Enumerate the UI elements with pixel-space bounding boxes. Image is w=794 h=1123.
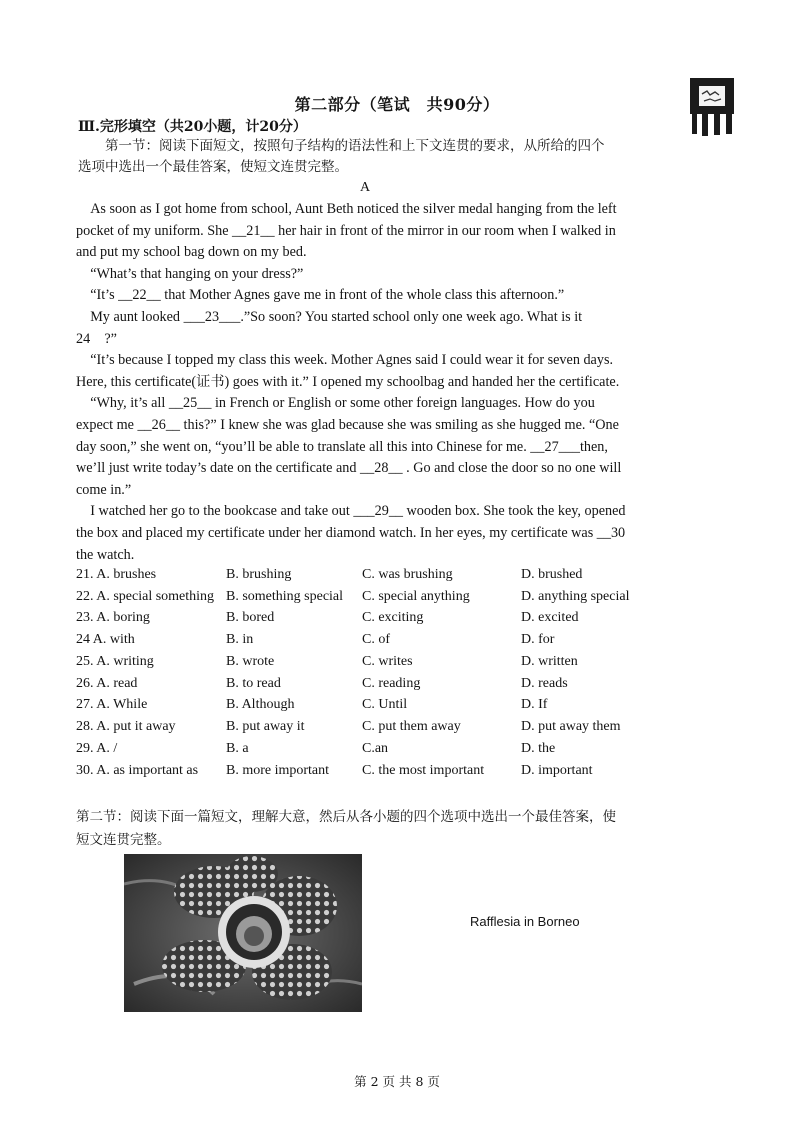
- option-row-25: [76, 654, 656, 676]
- instruction: [78, 136, 658, 178]
- option-a: 29. A. /: [76, 741, 118, 756]
- option-a: 25. A. writing: [76, 654, 154, 669]
- option-a: 21. A. brushes: [76, 567, 157, 582]
- option-c: C. writes: [362, 654, 413, 669]
- option-row-26: [76, 676, 656, 698]
- option-c: C. reading: [362, 676, 421, 691]
- option-a: 22. A. special something: [76, 589, 215, 604]
- option-d: D. important: [521, 763, 593, 778]
- option-d: D. put away them: [521, 719, 621, 734]
- option-d: D. the: [521, 741, 556, 756]
- option-d: D. written: [521, 654, 578, 669]
- page-footer: 第 2 页 共 8 页: [354, 1074, 440, 1089]
- option-a: 26. A. read: [76, 676, 138, 691]
- instruction-line: 短文连贯完整。: [76, 832, 171, 848]
- passage-line: pocket of my uniform. She __21__ her hair in front of the mirror in our room when I walked in: [76, 222, 616, 239]
- option-a: 28. A. put it away: [76, 719, 176, 734]
- passage-line: “Why, it’s all __25__ in French or English or some other foreign languages. How do you: [76, 395, 595, 412]
- passage-line: come in.”: [76, 481, 132, 498]
- option-b: B. something special: [226, 589, 344, 604]
- passage: [76, 199, 646, 566]
- option-b: B. in: [226, 632, 254, 647]
- option-b: B. wrote: [226, 654, 275, 669]
- option-c: C. of: [362, 632, 390, 647]
- option-row-21: [76, 567, 656, 589]
- passage-line: “It’s __22__ that Mother Agnes gave me in front of the whole class this afternoon.”: [76, 287, 565, 304]
- option-b: B. a: [226, 741, 249, 756]
- option-d: D. for: [521, 632, 555, 647]
- option-b: B. bored: [226, 610, 275, 625]
- option-c: C. the most important: [362, 763, 485, 778]
- option-row-29: [76, 741, 656, 763]
- option-row-27: [76, 697, 656, 719]
- option-row-22: [76, 589, 656, 611]
- instruction-line: 第二节：阅读下面一篇短文，理解大意，然后从各小题的四个选项中选出一个最佳答案，使: [76, 809, 616, 825]
- option-d: D. If: [521, 697, 548, 712]
- option-d: D. anything special: [521, 589, 630, 604]
- passage-line: the box and placed my certificate under her diamond watch. In her eyes, my certificate was __30: [76, 524, 626, 541]
- section-heading: Ⅲ.完形填空（共20小题，计20分）: [78, 119, 307, 135]
- passage-line: My aunt looked ___23___.”So soon? You started school only one week ago. What is it: [76, 308, 583, 325]
- instruction-line: 第一节：阅读下面短文，按照句子结构的语法性和上下文连贯的要求，从所给的四个: [78, 138, 605, 154]
- option-b: B. brushing: [226, 567, 292, 582]
- option-d: D. brushed: [521, 567, 583, 582]
- option-c: C. put them away: [362, 719, 461, 734]
- option-c: C. special anything: [362, 589, 470, 604]
- option-row-23: [76, 610, 656, 632]
- option-a: 27. A. While: [76, 697, 148, 712]
- option-c: C. was brushing: [362, 567, 453, 582]
- option-c: C. exciting: [362, 610, 424, 625]
- instruction-line: 选项中选出一个最佳答案，使短文连贯完整。: [78, 159, 348, 175]
- image-caption: Rafflesia in Borneo: [470, 914, 580, 929]
- page-title: 第二部分（笔试 共90分）: [294, 95, 500, 114]
- passage-line: expect me __26__ this?” I knew she was glad because she was smiling as she hugged me. “One: [76, 416, 619, 433]
- option-b: B. to read: [226, 676, 281, 691]
- option-a: 23. A. boring: [76, 610, 150, 625]
- option-row-24: [76, 632, 656, 654]
- option-b: B. put away it: [226, 719, 305, 734]
- option-c: C.an: [362, 741, 389, 756]
- passage-line: As soon as I got home from school, Aunt Beth noticed the silver medal hanging from the left: [76, 201, 617, 217]
- passage-line: day soon,” she went on, “you’ll be able to translate all this into Chinese for me. __27___then,: [76, 438, 608, 455]
- passage-line: I watched her go to the bookcase and take out ___29__ wooden box. She took the key, opened: [76, 503, 626, 520]
- passage-line: “What’s that hanging on your dress?”: [76, 265, 304, 282]
- option-b: B. more important: [226, 763, 330, 778]
- option-d: D. reads: [521, 676, 568, 691]
- option-a: 30. A. as important as: [76, 763, 199, 778]
- option-b: B. Although: [226, 697, 295, 712]
- section2-instruction: [76, 806, 656, 852]
- option-row-30: [76, 763, 656, 785]
- option-row-28: [76, 719, 656, 741]
- passage-line: and put my school bag down on my bed.: [76, 244, 307, 261]
- option-a: 24 A. with: [76, 632, 135, 647]
- rafflesia-photo: [124, 854, 362, 1012]
- option-d: D. excited: [521, 610, 579, 625]
- passage-line: we’ll just write today’s date on the certificate and __28__ . Go and close the door so no one will: [76, 460, 622, 477]
- passage-line: 24 ?”: [76, 330, 117, 347]
- passage-letter: A: [359, 180, 371, 195]
- option-c: C. Until: [362, 697, 408, 712]
- passage-line: “It’s because I topped my class this week. Mother Agnes said I could wear it for seven days.: [76, 352, 614, 369]
- passage-line: the watch.: [76, 546, 135, 563]
- passage-line: Here, this certificate(证书) goes with it.” I opened my schoolbag and handed her the certificate.: [76, 373, 620, 390]
